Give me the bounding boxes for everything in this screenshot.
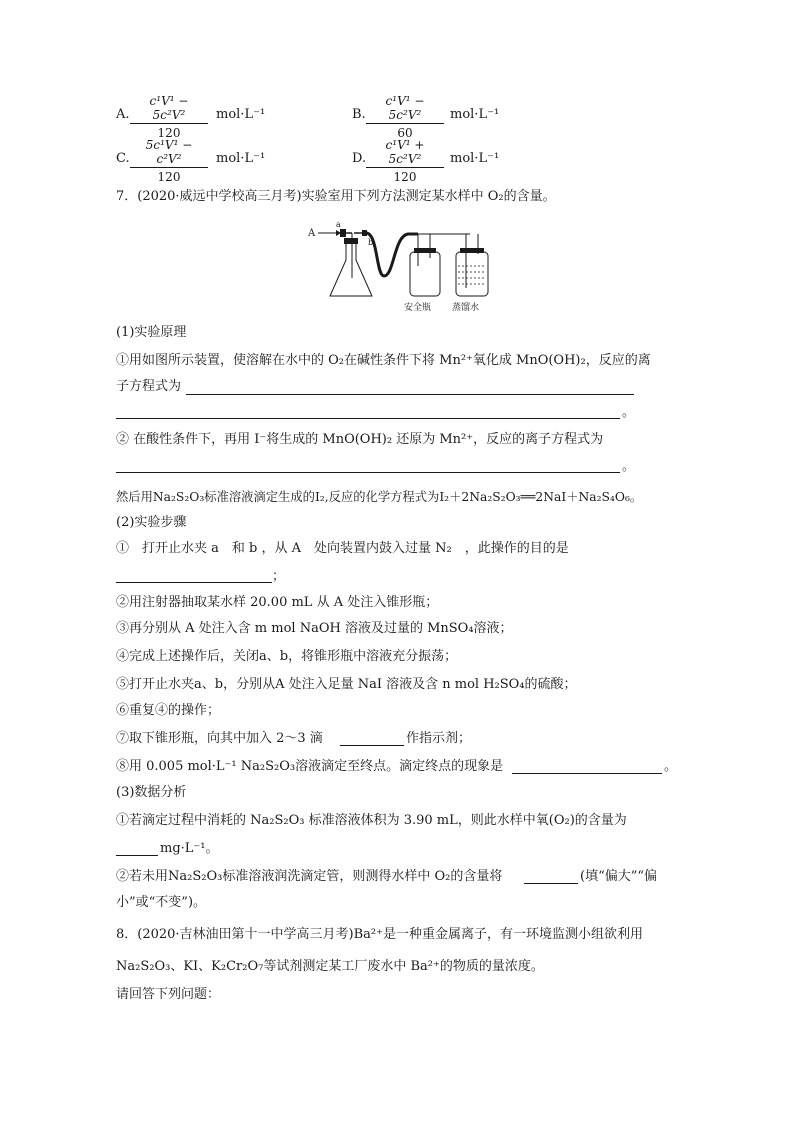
diagram-label-safety-bottle: 安全瓶 (404, 303, 432, 313)
q7-s1-line6: 然后用Na₂S₂O₃标准溶液滴定生成的I₂,反应的化学方程式为I₂＋2Na₂S₂O₃══2NaI＋Na₂S₄O₆。 (116, 490, 643, 504)
answer-blank-purpose[interactable] (116, 582, 272, 583)
answer-blank-o2-content[interactable] (116, 855, 158, 856)
option-a-numerator: c¹V¹ − 5c²V² (149, 94, 189, 122)
q7-s1-line1: ①用如图所示装置，使溶解在水中的 O₂在碱性条件下将 Mn²⁺氧化成 MnO(OH)₂，反应的离 (116, 353, 651, 368)
q7-s1-line4: ② 在酸性条件下，再用 I⁻将生成的 MnO(OH)₂ 还原为 Mn²⁺，反应的离子方程式为 (116, 432, 604, 447)
q8-line1: 8．(2020·吉林油田第十一中学高三月考)Ba²⁺是一种重金属离子，有一环境监测小组欲利用 (116, 927, 644, 942)
diagram-label-a-inlet: A (308, 228, 316, 239)
apparatus-diagram (300, 218, 500, 314)
q7-s2-line8b: 作指示剂； (406, 731, 472, 746)
q7-s3-line4: 小”或“不变”)。 (116, 895, 207, 910)
answer-blank-endpoint[interactable] (512, 773, 662, 774)
q7-s1-line2: 子方程式为 (116, 379, 182, 394)
q7-title: 7．(2020·威远中学校高三月考)实验室用下列方法测定某水样中 O₂的含量。 (116, 189, 556, 204)
answer-blank-ionic-eq-1a[interactable] (186, 394, 634, 395)
option-b-unit: mol·L⁻¹ (450, 107, 500, 122)
q7-s2-line6: ⑤打开止水夹a、b，分别从A 处注入足量 NaI 溶液及含 n mol H₂SO₄的硫酸； (116, 677, 577, 692)
answer-blank-effect[interactable] (524, 883, 578, 884)
option-a-fraction (130, 94, 208, 140)
option-a-unit: mol·L⁻¹ (216, 107, 266, 122)
q7-s2-line1: ① 打开止水夹 a 和 b ，从 A 处向装置内鼓入过量 N₂ ，此操作的目的是 (116, 541, 569, 556)
option-d-unit: mol·L⁻¹ (450, 151, 500, 166)
option-c-prefix: C. (116, 151, 130, 166)
diagram-label-a: a (336, 220, 341, 229)
q7-section3-title: (3)数据分析 (116, 785, 187, 800)
option-b-prefix: B. (352, 107, 366, 122)
q8-line2: Na₂S₂O₃、KI、K₂Cr₂O₇等试剂测定某工厂废水中 Ba²⁺的物质的量浓度。 (116, 959, 544, 974)
q7-s2-line7: ⑥重复④的操作； (116, 703, 221, 718)
answer-blank-ionic-eq-1b[interactable] (116, 418, 620, 419)
q7-s1-line3-end: 。 (622, 405, 636, 420)
q7-s2-line8a: ⑦取下锥形瓶，向其中加入 2～3 滴 (116, 731, 323, 746)
q7-s2-line5: ④完成上述操作后，关闭a、b，将锥形瓶中溶液充分振荡； (116, 649, 458, 664)
diagram-label-water-bottle: 蒸馏水 (452, 303, 480, 313)
option-d-denominator: 120 (393, 170, 417, 184)
q7-s2-line9b: 。 (664, 759, 678, 774)
option-a-prefix: A. (116, 107, 130, 122)
q7-s3-line3b: (填“偏大”“偏 (580, 869, 658, 884)
q7-s3-line2: mg·L⁻¹。 (160, 841, 219, 856)
q7-s2-line3: ②用注射器抽取某水样 20.00 mL 从 A 处注入锥形瓶； (116, 595, 439, 610)
option-c-unit: mol·L⁻¹ (216, 151, 266, 166)
q7-s1-line5-end: 。 (622, 459, 636, 474)
option-b-fraction (366, 94, 444, 140)
option-d-prefix: D. (352, 151, 367, 166)
q7-section1-title: (1)实验原理 (116, 325, 187, 340)
q7-s2-line4: ③再分别从 A 处注入含 m mol NaOH 溶液及过量的 MnSO₄溶液； (116, 621, 513, 636)
option-c-fraction (130, 138, 208, 184)
answer-blank-ionic-eq-2[interactable] (116, 472, 620, 473)
q7-s2-line9a: ⑧用 0.005 mol·L⁻¹ Na₂S₂O₃溶液滴定至终点。滴定终点的现象是 (116, 759, 504, 774)
q8-line3: 请回答下列问题： (116, 987, 221, 1002)
q7-s3-line3a: ②若未用Na₂S₂O₃标准溶液润洗滴定管，则测得水样中 O₂的含量将 (116, 869, 503, 884)
q7-section2-title: (2)实验步骤 (116, 515, 187, 530)
q7-s2-line2-end: ； (272, 569, 286, 584)
option-b-denominator: 60 (397, 126, 413, 140)
option-c-denominator: 120 (157, 170, 181, 184)
diagram-label-b: b (368, 238, 374, 247)
option-b-numerator: c¹V¹ − 5c²V² (385, 94, 425, 122)
option-c-numerator: 5c¹V¹ − c²V² (145, 138, 193, 166)
option-d-fraction (366, 138, 444, 184)
option-a-denominator: 120 (157, 126, 181, 140)
q7-s3-line1: ①若滴定过程中消耗的 Na₂S₂O₃ 标准溶液体积为 3.90 mL，则此水样中氧(O₂)的含量为 (116, 813, 627, 828)
answer-blank-indicator[interactable] (340, 745, 404, 746)
option-d-numerator: c¹V¹ + 5c²V² (385, 138, 425, 166)
